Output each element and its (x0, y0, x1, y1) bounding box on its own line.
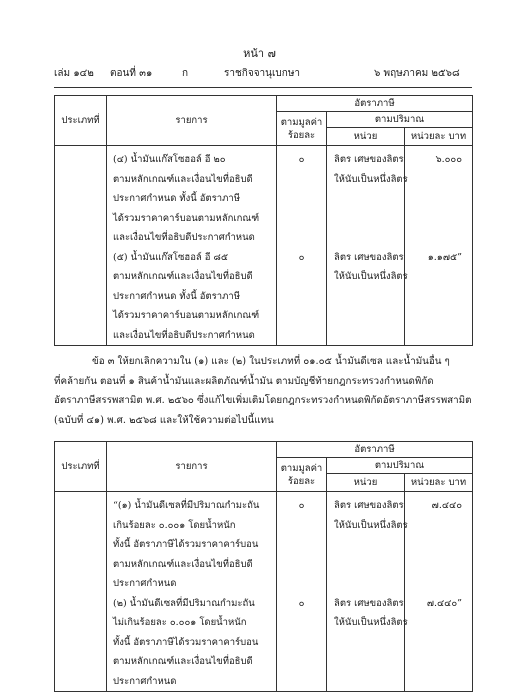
unit-line: ให้นับเป็นหนึ่งลิตร (334, 617, 408, 628)
clause-3-paragraph (54, 352, 474, 430)
item-line: ประกาศกำหนด (113, 675, 177, 687)
header-section: ก (182, 68, 189, 79)
unit-line: ลิตร เศษของลิตร (334, 251, 404, 263)
value-pct: ๐ (298, 154, 305, 165)
item-line: ตามหลักเกณฑ์และเงื่อนไขที่อธิบดี (113, 173, 253, 185)
header-unit: หน่วย (327, 128, 405, 146)
header-by-value-line2: ร้อยละ (287, 475, 316, 487)
header-unit: หน่วย (327, 474, 405, 492)
unit-line: ลิตร เศษของลิตร (334, 500, 404, 511)
per-unit-value: ๖.๐๐๐ (435, 154, 463, 165)
header-date: ๖ พฤษภาคม ๒๕๖๘ (374, 68, 460, 79)
item-line: เกินร้อยละ ๐.๐๐๑ โดยน้ำหนัก (113, 519, 236, 531)
item-line: ตามหลักเกณฑ์และเงื่อนไขที่อธิบดี (113, 558, 253, 570)
item-line: ทั้งนี้ อัตราภาษีได้รวมราคาคาร์บอน (113, 636, 259, 648)
category-cell (55, 492, 107, 692)
unit-line: ให้นับเป็นหนึ่งลิตร (334, 519, 408, 531)
category-cell (55, 146, 107, 346)
item-line: ได้รวมราคาคาร์บอนตามหลักเกณฑ์ (113, 212, 260, 224)
item-line: ตามหลักเกณฑ์และเงื่อนไขที่อธิบดี (113, 656, 253, 667)
header-by-value (277, 458, 327, 492)
item-cell (107, 146, 277, 346)
header-per-unit: หน่วยละ บาท (405, 474, 473, 492)
per-unit-value: ๗.๔๔๐ (431, 500, 463, 511)
item-line: “(๑) น้ำมันดีเซลที่มีปริมาณกำมะถัน (113, 500, 260, 511)
header-per-unit: หน่วยละ บาท (405, 128, 473, 146)
header-by-quantity: ตามปริมาณ (327, 112, 473, 128)
header-publication: ราชกิจจานุเบกษา (224, 68, 301, 79)
item-line: ตามหลักเกณฑ์และเงื่อนไขที่อธิบดี (113, 271, 253, 282)
item-line: ประกาศกำหนด ทั้งนี้ อัตราภาษี (113, 290, 240, 302)
per-unit-value: ๗.๔๔๐” (426, 597, 463, 609)
item-line: ประกาศกำหนด (113, 578, 177, 589)
unit-cell (327, 492, 408, 692)
paragraph-line: (ฉบับที่ ๔๑) พ.ศ. ๒๕๖๘ และให้ใช้ความต่อไปนี้แทน (54, 414, 274, 426)
unit-line: ให้นับเป็นหนึ่งลิตร (334, 173, 408, 185)
gazette-header (54, 66, 472, 80)
tax-table-1 (54, 95, 473, 346)
header-by-value-line2: ร้อยละ (287, 129, 316, 141)
item-line: (๕) น้ำมันแก๊สโซฮอล์ อี ๘๕ (113, 251, 229, 263)
tax-table-2 (54, 441, 473, 692)
paragraph-line: ข้อ ๓ ให้ยกเลิกความใน (๑) และ (๒) ในประเภทที่ ๐๑.๐๕ น้ำมันดีเซล และน้ำมันอื่น ๆ (92, 356, 450, 367)
table-row (55, 146, 473, 346)
header-tax-rate: อัตราภาษี (277, 96, 473, 112)
per-unit-cell (405, 146, 473, 346)
header-items: รายการ (107, 96, 277, 146)
per-unit-cell (405, 492, 473, 692)
paragraph-line: ที่คล้ายกัน ตอนที่ ๑ สินค้าน้ำมันและผลิตภัณฑ์น้ำมัน ตามบัญชีท้ายกฎกระทรวงกำหนดพิกัด (54, 375, 434, 387)
item-line: (๔) น้ำมันแก๊สโซฮอล์ อี ๒๐ (113, 154, 226, 165)
header-volume: เล่ม ๑๔๒ (54, 68, 94, 79)
item-line: และเงื่อนไขที่อธิบดีประกาศกำหนด (113, 232, 255, 243)
header-tax-rate: อัตราภาษี (277, 442, 473, 458)
header-by-value-line1: ตามมูลค่า (280, 462, 323, 474)
header-items: รายการ (107, 442, 277, 492)
page-number: หน้า ๗ (243, 47, 276, 60)
value-pct-cell (277, 492, 327, 692)
header-by-value (277, 112, 327, 146)
item-line: และเงื่อนไขที่อธิบดีประกาศกำหนด (113, 329, 255, 341)
unit-cell (327, 146, 408, 346)
table-row (55, 492, 473, 692)
unit-line: ให้นับเป็นหนึ่งลิตร (334, 271, 408, 282)
value-pct: ๐ (298, 500, 305, 511)
header-by-quantity: ตามปริมาณ (327, 458, 473, 474)
header-divider (54, 87, 472, 88)
header-by-value-line1: ตามมูลค่า (280, 116, 323, 128)
item-line: ทั้งนี้ อัตราภาษีได้รวมราคาคาร์บอน (113, 539, 259, 550)
value-pct: ๐ (298, 597, 305, 609)
value-pct-cell (277, 146, 327, 346)
item-line: (๒) น้ำมันดีเซลที่มีปริมาณกำมะถัน (113, 597, 255, 609)
unit-line: ลิตร เศษของลิตร (334, 597, 404, 609)
header-issue: ตอนที่ ๓๑ (110, 68, 153, 79)
item-cell (107, 492, 277, 692)
unit-line: ลิตร เศษของลิตร (334, 154, 404, 165)
header-category: ประเภทที่ (55, 96, 107, 146)
value-pct: ๐ (298, 251, 305, 263)
item-line: ประกาศกำหนด ทั้งนี้ อัตราภาษี (113, 193, 240, 204)
paragraph-line: อัตราภาษีสรรพสามิต พ.ศ. ๒๕๖๐ ซึ่งแก้ไขเพิ่มเติมโดยกฎกระทรวงกำหนดพิกัดอัตราภาษีสรรพสามิต (54, 395, 472, 406)
per-unit-value: ๑.๑๗๕” (427, 251, 463, 263)
item-line: ไม่เกินร้อยละ ๐.๐๐๑ โดยน้ำหนัก (113, 617, 247, 628)
item-line: ได้รวมราคาคาร์บอนตามหลักเกณฑ์ (113, 310, 260, 321)
header-category: ประเภทที่ (55, 442, 107, 492)
